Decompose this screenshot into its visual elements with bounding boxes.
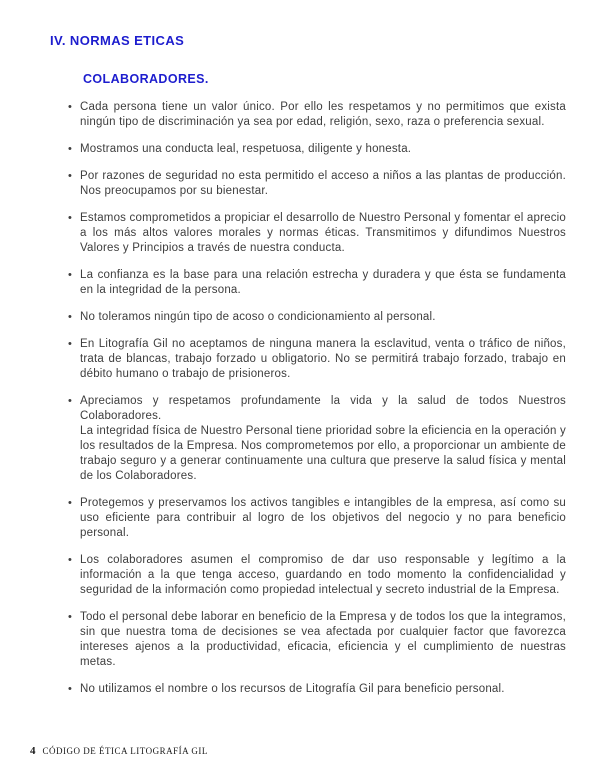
bullet-text: La integridad física de Nuestro Personal tiene prioridad sobre la eficiencia en la operación y los resultados de la Empresa. Nos comprometemos por ello, a proporcionar un ambiente de trabajo seguro y a generar continuamente una cultura que preserve la salud física y mental de los Colaboradores. [80,425,566,482]
bullet-marker: • [68,170,73,182]
bullet-text: La confianza es la base para una relación estrecha y duradera y que ésta se fundamenta en la integridad de la persona. [80,269,566,296]
bullet-text: Estamos comprometidos a propiciar el desarrollo de Nuestro Personal y fomentar el aprecio a los más altos valores morales y normas éticas. Transmitimos y difundimos Nuestros Valores y Principios a través de nuestra conducta. [80,212,566,254]
bullet-marker: • [68,395,73,407]
bullet-item [68,337,566,382]
bullet-item [68,310,566,325]
bullet-text: Los colaboradores asumen el compromiso de dar uso responsable y legítimo a la información a la que tenga acceso, guardando en todo momento la confidencialidad y seguridad de la información como propiedad intelectual y secreto industrial de la Empresa. [80,554,566,596]
bullet-text: Apreciamos y respetamos profundamente la vida y la salud de todos Nuestros Colaboradores. [80,395,566,422]
page-title: IV. NORMAS ETICAS [50,33,185,48]
bullet-list [68,100,566,709]
section-heading: COLABORADORES. [83,72,209,86]
bullet-item [68,496,566,541]
bullet-text: Protegemos y preservamos los activos tangibles e intangibles de la empresa, así como su uso eficiente para contribuir al logro de los objetivos del negocio y no para beneficio personal. [80,497,566,539]
footer-text: CÓDIGO DE ÉTICA LITOGRAFÍA GIL [42,746,208,756]
bullet-item [68,142,566,157]
bullet-marker: • [68,338,73,350]
bullet-item [68,100,566,130]
page-footer [30,741,208,759]
bullet-item [68,169,566,199]
bullet-text: No toleramos ningún tipo de acoso o condicionamiento al personal. [80,311,436,323]
bullet-marker: • [68,212,73,224]
bullet-marker: • [68,611,73,623]
bullet-item [68,268,566,298]
bullet-marker: • [68,101,73,113]
bullet-item [68,610,566,670]
bullet-text: Cada persona tiene un valor único. Por ello les respetamos y no permitimos que exista ningún tipo de discriminación ya sea por edad, religión, sexo, raza o preferencia sexual. [80,101,566,128]
bullet-marker: • [68,269,73,281]
bullet-text: En Litografía Gil no aceptamos de ninguna manera la esclavitud, venta o tráfico de niños, trata de blancas, trabajo forzado u obligatorio. No se permitirá trabajo forzado, trabajo en débito humano o trabajo de prisioneros. [80,338,566,380]
bullet-marker: • [68,143,73,155]
bullet-text: Mostramos una conducta leal, respetuosa, diligente y honesta. [80,143,412,155]
page-number: 4 [30,745,36,757]
bullet-item [68,682,566,697]
bullet-text: Todo el personal debe laborar en beneficio de la Empresa y de todos los que la integramos, sin que nuestra toma de decisiones se vea afectada por cualquier factor que favorezca intereses ajenos a la productividad, eficacia, eficiencia y el cumplimiento de nuestras metas. [80,611,566,668]
bullet-item [68,553,566,598]
bullet-marker: • [68,683,73,695]
bullet-item [68,211,566,256]
bullet-text: Por razones de seguridad no esta permitido el acceso a niños a las plantas de producción. Nos preocupamos por su bienestar. [80,170,566,197]
bullet-text: No utilizamos el nombre o los recursos de Litografía Gil para beneficio personal. [80,683,505,695]
bullet-marker: • [68,497,73,509]
bullet-marker: • [68,554,73,566]
bullet-item [68,394,566,484]
bullet-marker: • [68,311,73,323]
